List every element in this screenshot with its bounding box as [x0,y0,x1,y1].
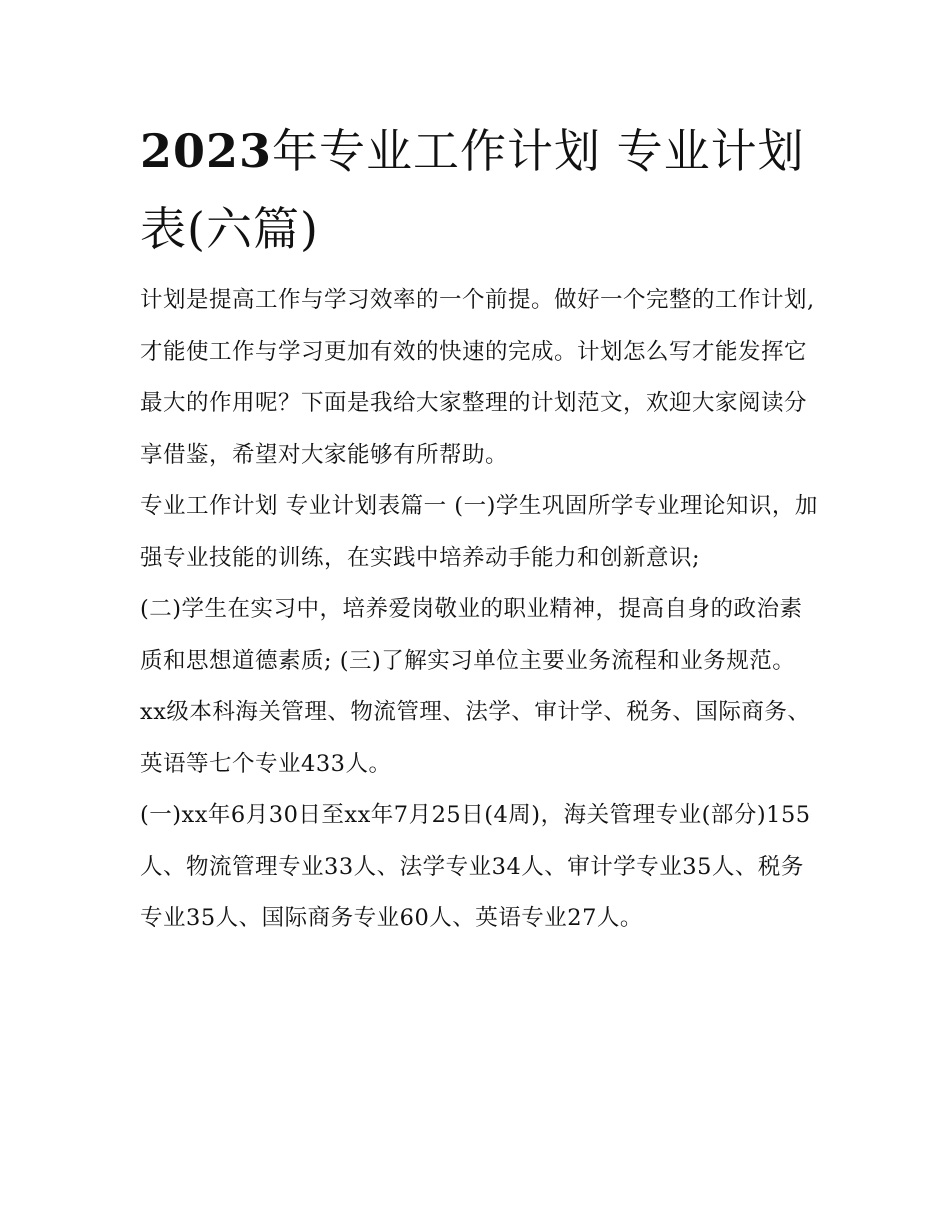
document-body [140,275,820,945]
paragraph-schedule: (一)xx年6月30日至xx年7月25日(4周)，海关管理专业(部分)155人、物流管理专业33人、法学专业34人、审计学专业35人、税务专业35人、国际商务专业60人、英语专业27人。 [140,802,811,931]
title-year: 2023 [140,124,273,178]
paragraph-intro: 计划是提高工作与学习效率的一个前提。做好一个完整的工作计划,才能使工作与学习更加有效的快速的完成。计划怎么写才能发挥它最大的作用呢？下面是我给大家整理的计划范文，欢迎大家阅读分享借鉴，希望对大家能够有所帮助。 [140,287,815,468]
title-text: 年专业工作计划 专业计划表(六篇) [140,124,805,256]
document-title [140,112,820,268]
paragraph-goals: (二)学生在实习中，培养爱岗敬业的职业精神，提高自身的政治素质和思想道德素质; (三)了解实习单位主要业务流程和业务规范。 [140,596,803,674]
paragraph-section-one: 专业工作计划 专业计划表篇一 (一)学生巩固所学专业理论知识，加强专业技能的训练，在实践中培养动手能力和创新意识; [140,493,818,571]
paragraph-majors: xx级本科海关管理、物流管理、法学、审计学、税务、国际商务、英语等七个专业433人。 [140,699,811,777]
